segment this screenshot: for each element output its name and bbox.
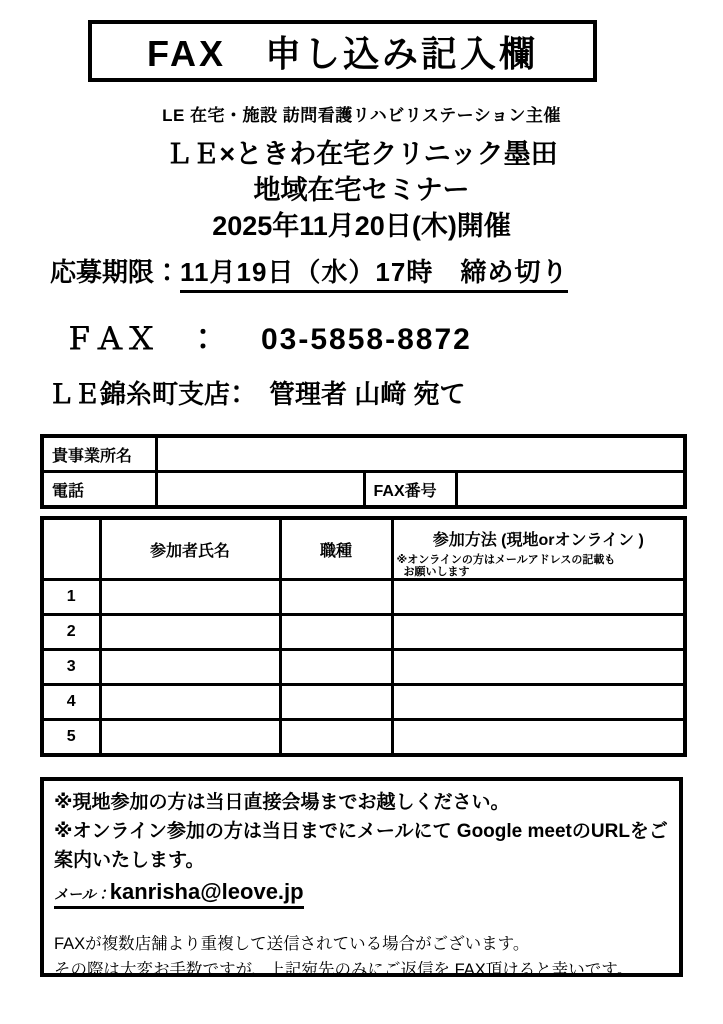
phone-label: 電話: [42, 472, 156, 508]
office-name-row: [42, 436, 685, 472]
participant-job-cell: [280, 685, 392, 720]
email-address: kanrisha@leove.jp: [109, 879, 304, 904]
row-number: 2: [42, 615, 100, 650]
participant-name-cell: [100, 685, 280, 720]
participants-table: [40, 516, 687, 757]
participant-row-3: [42, 650, 685, 685]
event-heading: [0, 136, 723, 244]
row-number: 4: [42, 685, 100, 720]
participant-method-cell: [392, 650, 685, 685]
participant-name-cell: [100, 720, 280, 756]
fax-number: 03-5858-8872: [261, 323, 472, 356]
deadline-line: [50, 252, 710, 289]
event-title-line1: ＬＥ×ときわ在宅クリニック墨田: [165, 139, 558, 169]
footer-note-line2: その際は大変お手数ですが、上記宛先のみにご返信を FAX頂けると幸いです。: [54, 961, 633, 979]
notes-box: [40, 777, 683, 977]
deadline-value: 11月19日（水）17時 締め切り: [180, 257, 568, 293]
participant-name-cell: [100, 580, 280, 615]
organizer-line: LE 在宅・施設 訪問看護リハビリステーション主催: [162, 106, 561, 125]
participant-job-cell: [280, 580, 392, 615]
participant-method-cell: [392, 685, 685, 720]
row-number: 5: [42, 720, 100, 756]
header-number-cell: [42, 518, 100, 580]
email-underline: [54, 879, 304, 909]
page-title: FAX 申し込み記入欄: [146, 32, 538, 74]
office-info-table: [40, 434, 687, 509]
title-box: [88, 20, 597, 82]
participant-method-cell: [392, 720, 685, 756]
participant-method-cell: [392, 615, 685, 650]
office-name-label: 貴事業所名: [42, 436, 156, 472]
header-method-cell: [392, 518, 685, 580]
participant-name-cell: [100, 650, 280, 685]
participants-header-row: [42, 518, 685, 580]
row-number: 3: [42, 650, 100, 685]
method-header-title: 参加方法 (現地orオンライン ): [432, 531, 644, 549]
phone-input-cell: [156, 472, 364, 508]
email-line: [54, 879, 669, 909]
participant-job-cell: [280, 720, 392, 756]
note-online: ※オンライン参加の方は当日までにメールにて Google meetのURLをご案内いたします。: [54, 821, 668, 871]
participant-method-cell: [392, 580, 685, 615]
fax-number-label: FAX番号: [364, 472, 456, 508]
participant-row-2: [42, 615, 685, 650]
deadline-label: 応募期限：: [50, 257, 181, 287]
footer-notes: [54, 931, 669, 983]
method-note-line2: お願いします: [403, 565, 470, 578]
row-number: 1: [42, 580, 100, 615]
participant-job-cell: [280, 615, 392, 650]
event-date-line: 2025年11月20日(木)開催: [212, 211, 511, 241]
participant-name-cell: [100, 615, 280, 650]
method-note-line1: ※オンラインの方はメールアドレスの記載も: [396, 553, 616, 566]
note-onsite: ※現地参加の方は当日直接会場までお越しください。: [54, 792, 510, 813]
email-label: メール：: [54, 886, 110, 902]
participant-job-cell: [280, 650, 392, 685]
fax-number-input-cell: [456, 472, 685, 508]
participant-row-4: [42, 685, 685, 720]
phone-fax-row: [42, 472, 685, 508]
fax-label: ＦＡＸ ：: [64, 323, 219, 356]
addressee-line: ＬＥ錦糸町支店： 管理者 山﨑 宛て: [48, 379, 466, 409]
header-job-cell: 職種: [280, 518, 392, 580]
office-name-input-cell: [156, 436, 685, 472]
method-header-note: [394, 554, 684, 578]
fax-line: [64, 314, 472, 358]
participant-row-5: [42, 720, 685, 756]
participant-row-1: [42, 580, 685, 615]
event-title-line2: 地域在宅セミナー: [253, 175, 470, 205]
footer-note-line1: FAXが複数店舗より重複して送信されている場合がございます。: [54, 935, 530, 953]
header-name-cell: 参加者氏名: [100, 518, 280, 580]
